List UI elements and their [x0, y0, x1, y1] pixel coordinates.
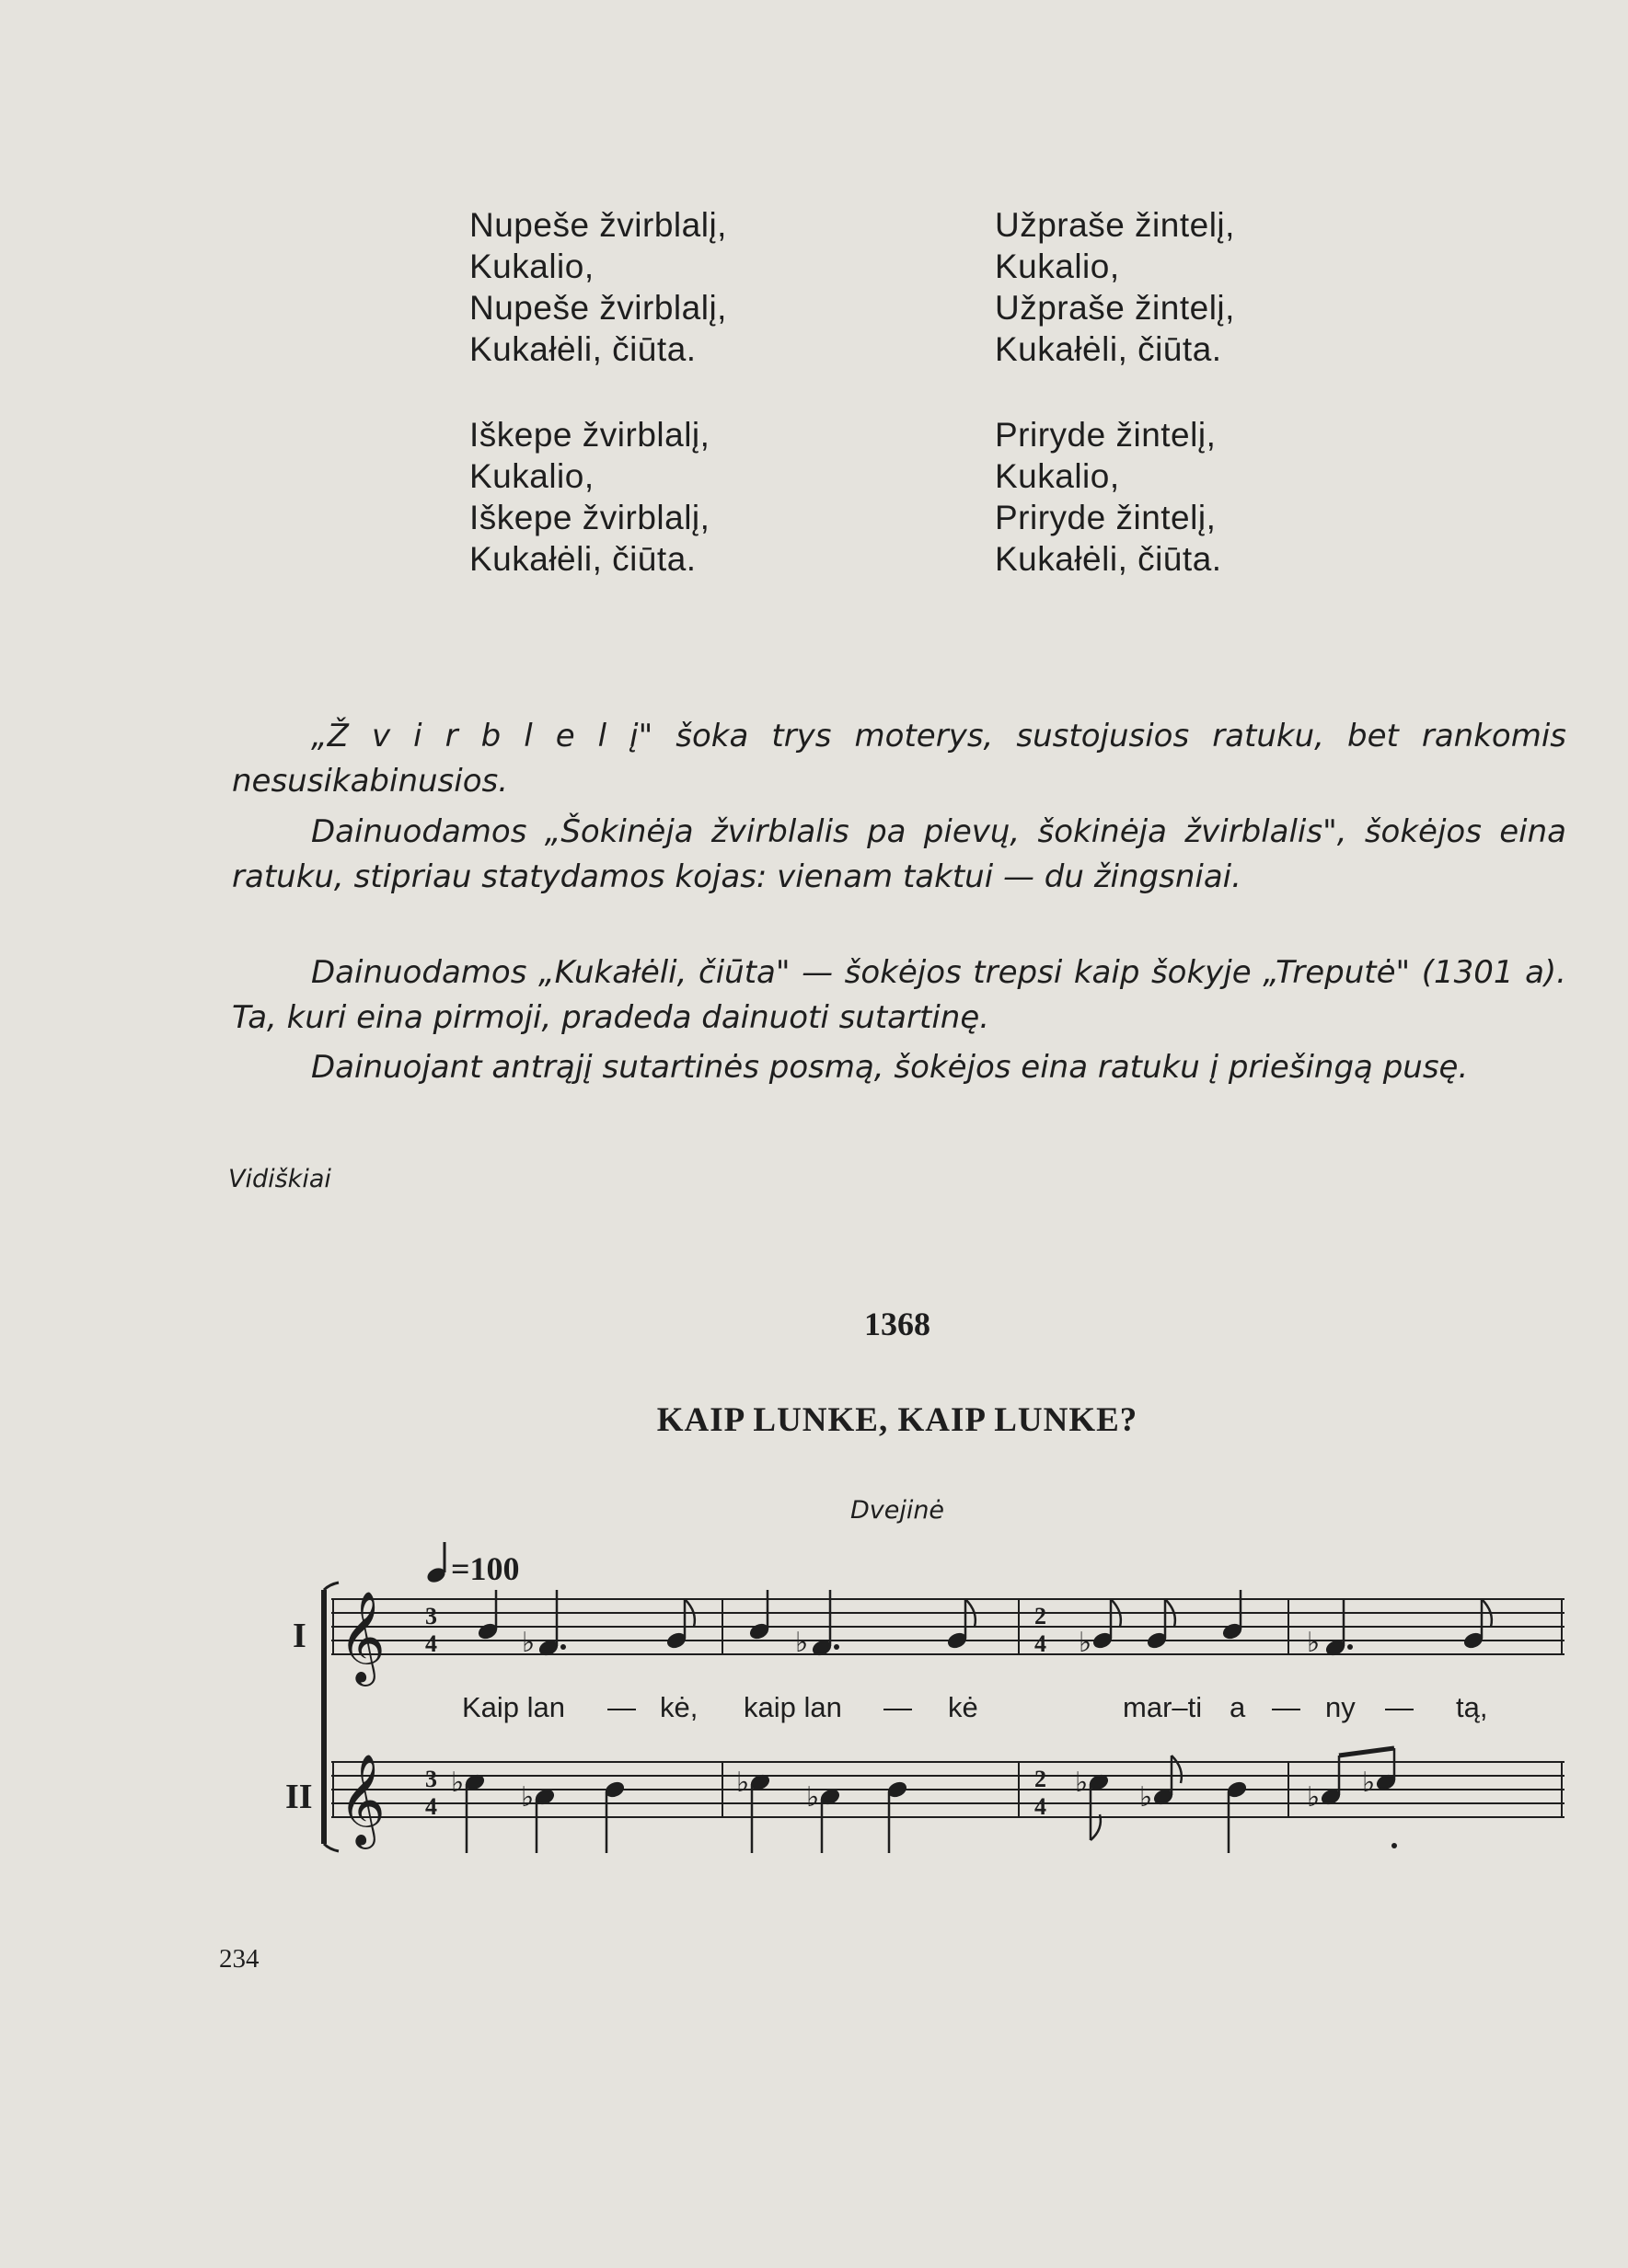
treble-clef-icon: 𝄞	[339, 1591, 386, 1683]
verse-line: Kukalio,	[469, 248, 595, 285]
time-signature-numerator: 2	[1034, 1766, 1046, 1792]
lyric-syllable: mar–ti	[1123, 1691, 1203, 1723]
lyric-syllable: a	[1230, 1691, 1246, 1723]
svg-text:♭: ♭	[521, 1781, 535, 1813]
system-bracket	[324, 1583, 339, 1851]
svg-text:♭: ♭	[451, 1767, 465, 1799]
staff-two	[331, 1762, 1564, 1817]
svg-text:♭: ♭	[522, 1627, 536, 1659]
svg-text:♭: ♭	[1079, 1627, 1092, 1659]
verse-line: Užpraše žintelį,	[995, 206, 1235, 244]
lyric-hyphen: —	[1272, 1691, 1300, 1723]
lyric-hyphen: —	[883, 1691, 912, 1723]
svg-text:♭: ♭	[795, 1627, 809, 1659]
description-text: „Ž v i r b l e l į" šoka trys moterys, sustojusios ratuku, bet rankomis nesusikabinusios.	[232, 718, 1566, 800]
place-name: Vidiškiai	[228, 1165, 331, 1193]
verse-line: Priryde žintelį,	[995, 416, 1217, 454]
song-number: 1368	[864, 1306, 930, 1342]
svg-text:♭: ♭	[1362, 1767, 1376, 1799]
verse-line: Kukalio,	[469, 457, 595, 495]
tempo-marking	[425, 1542, 520, 1587]
verse-line: Kukalio,	[995, 457, 1120, 495]
svg-text:♭: ♭	[736, 1767, 750, 1799]
lyric-syllable: tą,	[1456, 1691, 1488, 1723]
time-signature-denominator: 4	[425, 1630, 437, 1657]
staff-one	[331, 1599, 1564, 1654]
verse-line: Kukałėli, čiūta.	[469, 330, 697, 368]
voice-one-notes	[477, 1590, 1492, 1659]
tempo-value: =100	[451, 1550, 520, 1587]
time-signature-denominator: 4	[1034, 1630, 1046, 1657]
svg-text:♭: ♭	[1307, 1627, 1321, 1659]
voice-label-two: II	[285, 1778, 313, 1816]
verse-line: Nupeše žvirblalį,	[469, 206, 727, 244]
verse-line: Nupeše žvirblalį,	[469, 289, 727, 327]
time-signature-numerator: 3	[425, 1603, 437, 1629]
verse-line: Kukałėli, čiūta.	[995, 330, 1222, 368]
time-signature-denominator: 4	[1034, 1793, 1046, 1820]
verse-line: Priryde žintelį,	[995, 499, 1217, 536]
verse-line: Kukałėli, čiūta.	[469, 540, 697, 578]
svg-text:♭: ♭	[1075, 1767, 1089, 1799]
description-text: Dainuodamos „Kukałėli, čiūta" — šokėjos trepsi kaip šokyje „Treputė" (1301 a). Ta, kuri eina pirmoji, pradeda dainuoti sutartinę.	[232, 954, 1566, 1036]
svg-text:♭: ♭	[1307, 1781, 1321, 1813]
description-text: Dainuojant antrąjį sutartinės posmą, šokėjos eina ratuku į priešingą pusę.	[311, 1049, 1469, 1086]
song-title: KAIP LUNKE, KAIP LUNKE?	[656, 1401, 1138, 1439]
lyric-syllable: kė	[948, 1691, 978, 1723]
verse-line: Iškepe žvirblalį,	[469, 499, 710, 536]
lyric-syllable: kaip lan	[744, 1691, 842, 1723]
lyric-hyphen: —	[607, 1691, 636, 1723]
svg-text:♭: ♭	[1139, 1781, 1153, 1813]
time-signature-numerator: 3	[425, 1766, 437, 1792]
song-genre: Dvejinė	[849, 1496, 945, 1525]
lyrics	[462, 1691, 1487, 1723]
lyric-syllable: ny	[1325, 1691, 1356, 1723]
voice-two-notes	[451, 1748, 1397, 1853]
voice-label-one: I	[293, 1617, 306, 1655]
verse-line: Kukalio,	[995, 248, 1120, 285]
lyric-syllable: Kaip lan	[462, 1691, 566, 1723]
lyric-hyphen: —	[1385, 1691, 1414, 1723]
description-text: Dainuodamos „Šokinėja žvirblalis pa pievų, šokinėja žvirblalis", šokėjos eina ratuku, stipriau statydamos kojas: vienam taktui — du žingsniai.	[232, 813, 1566, 895]
page-number: 234	[219, 1944, 260, 1974]
verse-line: Kukałėli, čiūta.	[995, 540, 1222, 578]
treble-clef-icon: 𝄞	[339, 1754, 386, 1846]
time-signature-denominator: 4	[425, 1793, 437, 1820]
verse-line: Iškepe žvirblalį,	[469, 416, 710, 454]
time-signature-numerator: 2	[1034, 1603, 1046, 1629]
lyric-syllable: kė,	[660, 1691, 699, 1723]
svg-text:♭: ♭	[806, 1781, 820, 1813]
verse-line: Užpraše žintelį,	[995, 289, 1235, 327]
